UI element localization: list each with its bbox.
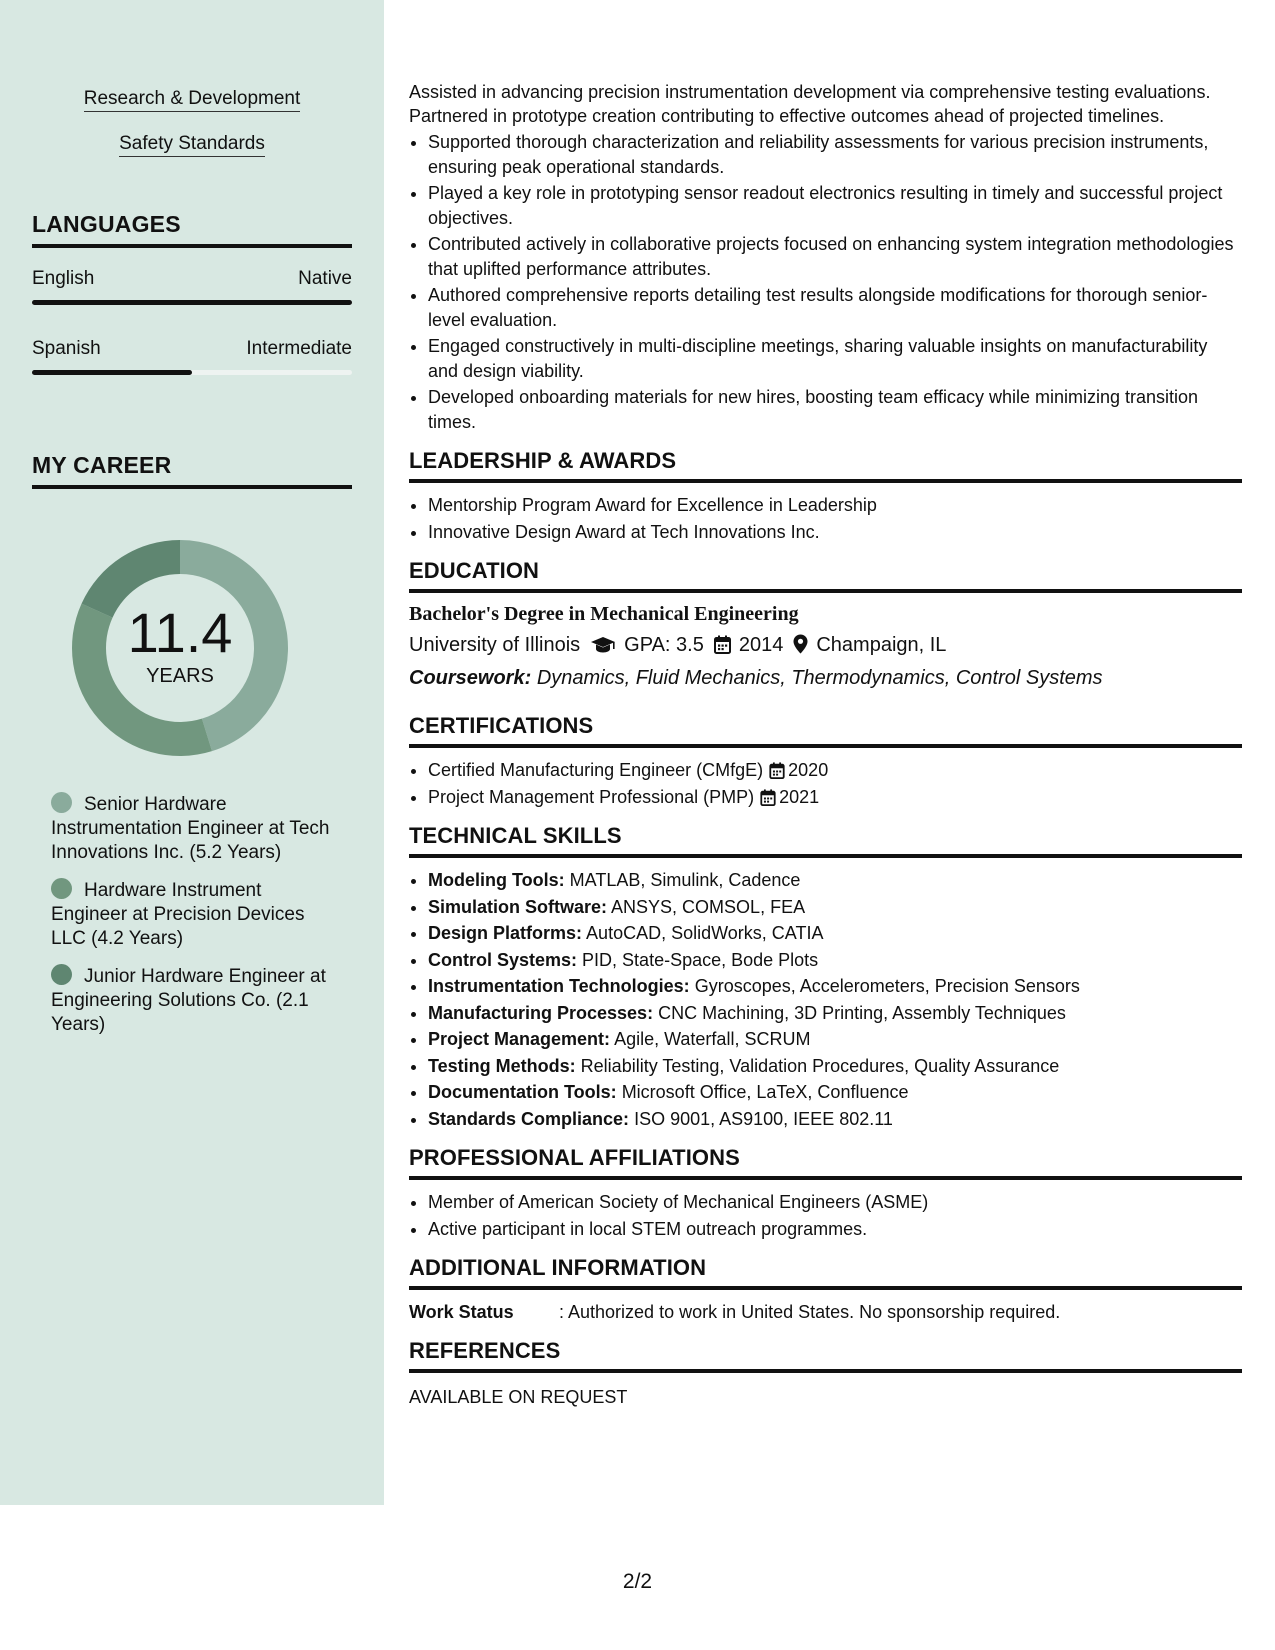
certification-name: Project Management Professional (PMP): [428, 786, 755, 807]
skill-label: Testing Methods:: [428, 1055, 576, 1076]
language-bar-fill: [32, 300, 352, 305]
references-text: AVAILABLE ON REQUEST: [409, 1387, 628, 1407]
languages-heading: LANGUAGES: [32, 211, 352, 248]
language-bar-fill: [32, 370, 192, 375]
list-item: [428, 1001, 1242, 1026]
career-legend-item: Hardware Instrument Engineer at Precision Devices LLC (4.2 Years): [51, 880, 305, 949]
list-item: • Played a key role in prototyping sensor readout electronics resulting in timely and successful project objectives.: [428, 181, 1242, 230]
language-name: English: [32, 268, 95, 289]
references-heading: REFERENCES: [409, 1338, 1242, 1373]
work-status-label: Work Status: [409, 1302, 514, 1322]
legend-dot-icon: [51, 878, 72, 899]
career-total-years: 11.4: [127, 601, 233, 664]
additional-info-heading: ADDITIONAL INFORMATION: [409, 1255, 1242, 1290]
experience-bullets: [409, 130, 1242, 434]
skill-label: Control Systems:: [428, 949, 578, 970]
graduation-year: 2014: [738, 634, 784, 656]
language-row: [32, 338, 352, 360]
school-name: University of Illinois: [409, 634, 581, 656]
career-years-label: YEARS: [146, 665, 214, 687]
list-item: • Innovative Design Award at Tech Innovations Inc.: [428, 520, 1242, 545]
location-pin-icon: [793, 633, 808, 663]
education-heading: EDUCATION: [409, 558, 1242, 593]
list-item: [428, 974, 1242, 999]
list-item: [428, 758, 1242, 783]
education-details: [409, 630, 1242, 663]
language-bar: [32, 370, 352, 375]
list-item: [428, 1107, 1242, 1132]
page-number: 2/2: [622, 1570, 653, 1593]
skill-label: Modeling Tools:: [428, 870, 565, 890]
leadership-list: [409, 493, 1242, 544]
skill-value: MATLAB, Simulink, Cadence: [569, 870, 801, 890]
skills-heading: TECHNICAL SKILLS: [409, 823, 1242, 858]
skill-label: Project Management:: [428, 1029, 611, 1049]
skill-value: Agile, Waterfall, SCRUM: [614, 1029, 811, 1049]
calendar-icon: [760, 789, 776, 806]
interest-item: Research & Development: [0, 88, 384, 110]
list-item: [428, 895, 1242, 920]
certifications-list: [409, 758, 1242, 809]
list-item: [428, 1027, 1242, 1052]
career-legend-item: Senior Hardware Instrumentation Engineer at Tech Innovations Inc. (5.2 Years): [51, 794, 330, 863]
language-level: Intermediate: [246, 338, 352, 359]
skill-label: Documentation Tools:: [428, 1082, 617, 1102]
skill-value: Reliability Testing, Validation Procedures, Quality Assurance: [580, 1055, 1060, 1076]
school-location: Champaign, IL: [816, 634, 947, 656]
calendar-icon: [769, 762, 785, 779]
work-status-value: : Authorized to work in United States. No sponsorship required.: [559, 1302, 1061, 1322]
list-item: • Authored comprehensive reports detailing test results alongside modifications for thorough senior-level evaluation.: [428, 283, 1242, 332]
skill-value: CNC Machining, 3D Printing, Assembly Techniques: [658, 1002, 1066, 1023]
skill-value: AutoCAD, SolidWorks, CATIA: [586, 923, 824, 943]
main-content: [409, 80, 1242, 1409]
leadership-heading: LEADERSHIP & AWARDS: [409, 448, 1242, 483]
skill-label: Standards Compliance:: [428, 1108, 630, 1129]
list-item: • Engaged constructively in multi-discipline meetings, sharing valuable insights on manufacturability and design viability.: [428, 334, 1242, 383]
coursework: [409, 663, 1242, 693]
list-item: [428, 785, 1242, 810]
skill-label: Simulation Software:: [428, 896, 608, 917]
skill-label: Instrumentation Technologies:: [428, 976, 690, 996]
affiliations-list: [409, 1190, 1242, 1241]
skill-value: Gyroscopes, Accelerometers, Precision Sensors: [694, 976, 1080, 996]
language-bar: [32, 300, 352, 305]
work-status-row: [409, 1300, 1242, 1324]
list-item: • Member of American Society of Mechanical Engineers (ASME): [428, 1190, 1242, 1215]
skill-value: ANSYS, COMSOL, FEA: [611, 896, 806, 917]
career-legend-item: Junior Hardware Engineer at Engineering Solutions Co. (2.1 Years): [51, 966, 326, 1035]
skill-value: ISO 9001, AS9100, IEEE 802.11: [634, 1108, 893, 1129]
certification-year: 2021: [779, 786, 820, 807]
interest-item: Safety Standards: [0, 133, 384, 155]
skill-value: Microsoft Office, LaTeX, Confluence: [621, 1082, 909, 1102]
skill-label: Manufacturing Processes:: [428, 1002, 654, 1023]
list-item: • Mentorship Program Award for Excellence in Leadership: [428, 493, 1242, 518]
list-item: [428, 1054, 1242, 1079]
language-level: Native: [298, 268, 352, 289]
skill-label: Design Platforms:: [428, 923, 583, 943]
language-row: [32, 268, 352, 290]
list-item: • Contributed actively in collaborative projects focused on enhancing system integration methodologies that uplifted performance attributes.: [428, 232, 1242, 281]
coursework-label: Coursework:: [409, 667, 532, 689]
list-item: • Supported thorough characterization and reliability assessments for various precision instruments, ensuring peak operational standards.: [428, 130, 1242, 179]
sidebar: [0, 0, 384, 1505]
legend-dot-icon: [51, 964, 72, 985]
list-item: [428, 1080, 1242, 1105]
certifications-heading: CERTIFICATIONS: [409, 713, 1242, 748]
language-name: Spanish: [32, 338, 101, 359]
certification-name: Certified Manufacturing Engineer (CMfgE): [428, 760, 764, 780]
graduation-cap-icon: [590, 633, 616, 663]
list-item: [428, 948, 1242, 973]
experience-summary: Assisted in advancing precision instrumentation development via comprehensive testing evaluations. Partnered in prototype creation contributing to effective outcomes ahead of projected timelines.: [409, 82, 1211, 126]
skill-value: PID, State-Space, Bode Plots: [582, 949, 819, 970]
list-item: • Developed onboarding materials for new hires, boosting team efficacy while minimizing transition times.: [428, 385, 1242, 434]
degree-title: Bachelor's Degree in Mechanical Engineering: [409, 603, 799, 625]
affiliations-heading: PROFESSIONAL AFFILIATIONS: [409, 1145, 1242, 1180]
list-item: [428, 868, 1242, 893]
coursework-list: Dynamics, Fluid Mechanics, Thermodynamics, Control Systems: [536, 667, 1103, 689]
list-item: [428, 921, 1242, 946]
career-heading: MY CAREER: [32, 452, 352, 489]
certification-year: 2020: [788, 760, 829, 780]
list-item: • Active participant in local STEM outreach programmes.: [428, 1217, 1242, 1242]
gpa: GPA: 3.5: [624, 634, 704, 656]
skills-list: [409, 868, 1242, 1131]
legend-dot-icon: [51, 792, 72, 813]
calendar-icon: [714, 633, 731, 663]
